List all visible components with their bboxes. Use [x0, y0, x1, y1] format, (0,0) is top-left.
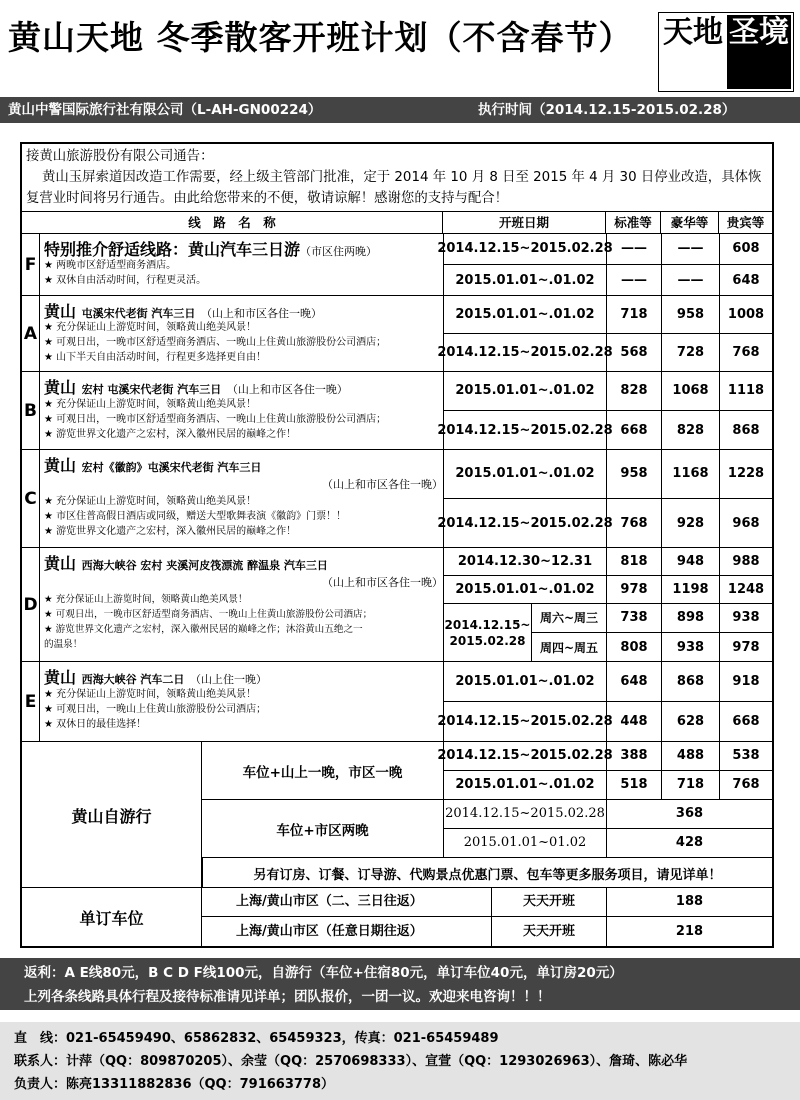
price-cell: 1118 — [719, 372, 772, 411]
price-cell: 948 — [661, 548, 719, 576]
route-letter: C — [22, 450, 40, 547]
route-title: 黄山 西海大峡谷 汽车二日 （山上住一晚） — [44, 668, 268, 687]
route-subtitle: （山上和市区各住一晚） — [322, 478, 443, 491]
price-cell: 868 — [661, 662, 719, 702]
route-letter: E — [22, 662, 40, 741]
price-cell: 978 — [719, 633, 772, 662]
price-cell: 978 — [606, 576, 661, 604]
date-cell: 2014.12.15~ 2015.02.28 — [443, 604, 531, 662]
price-cell: 428 — [606, 829, 772, 858]
price-cell: 928 — [661, 499, 719, 548]
date-cell: 2014.12.15~2015.02.28 — [443, 702, 606, 742]
price-cell: —— — [661, 234, 719, 265]
price-cell: 448 — [606, 702, 661, 742]
date-cell: 2014.12.15~2015.02.28 — [443, 411, 606, 450]
route-bullets: ★ 充分保证山上游览时间，领略黄山绝美风景！ ★ 市区住普高假日酒店或同级，赠送大型歌舞表演《徽韵》门票！！ ★ 游览世界文化遗产之宏村，深入徽州民居的巅峰之作！ — [44, 496, 347, 537]
price-cell: 718 — [606, 296, 661, 334]
date-cell: 2014.12.30~12.31 — [443, 548, 606, 576]
price-cell: 958 — [661, 296, 719, 334]
seat-route: 上海/黄山市区（任意日期往返） — [236, 923, 423, 939]
header-deluxe: 豪华等 — [661, 212, 719, 234]
date-cell: 2015.01.01~.01.02 — [443, 372, 606, 411]
price-cell: 828 — [661, 411, 719, 450]
route-e — [22, 662, 772, 742]
route-title: 黄山 宏村 屯溪宋代老街 汽车三日 （山上和市区各住一晚） — [44, 378, 348, 397]
route-title: 特别推介舒适线路：黄山汽车三日游（市区住两晚） — [44, 240, 378, 259]
contact-band — [0, 1022, 800, 1100]
price-cell: 648 — [719, 265, 772, 296]
header-vip: 贵宾等 — [719, 212, 772, 234]
date-cell: 2014.12.15~2015.02.28 — [443, 499, 606, 548]
price-cell: 568 — [606, 334, 661, 372]
date-cell: 2015.01.01~01.02 — [443, 829, 606, 858]
company-band — [0, 97, 800, 123]
brand-logo: 天地 圣境 — [658, 12, 794, 92]
price-cell: —— — [661, 265, 719, 296]
route-c — [22, 450, 772, 548]
price-cell: 938 — [719, 604, 772, 633]
price-cell: 768 — [719, 771, 772, 800]
seat-label: 单订车位 — [22, 888, 202, 946]
route-b — [22, 372, 772, 450]
header-route: 线 路 名 称 — [22, 212, 443, 234]
price-cell: 1198 — [661, 576, 719, 604]
seat-route: 上海/黄山市区（二、三日往返） — [202, 888, 491, 917]
notice: 接黄山旅游股份有限公司通告： 黄山玉屏索道因改造工作需要，经上级主管部门批准，定于 2014 年 10 月 8 日至 2015 年 4 月 30 日停业改造，具体恢复营业时间将另行通告。由此给您带来的不便，敬请谅解！感谢您的支持与配合！ — [22, 144, 772, 212]
route-a — [22, 296, 772, 372]
manager-line: 负责人：陈亮13311882836（QQ：791663778） — [14, 1077, 335, 1092]
price-cell: 1068 — [661, 372, 719, 411]
price-cell: 628 — [661, 702, 719, 742]
execution-period: 执行时间（2014.12.15-2015.02.28） — [478, 102, 736, 118]
price-cell: 1228 — [719, 450, 772, 499]
rebate-band — [0, 958, 800, 1010]
contacts-line: 联系人：计萍（QQ：809870205）、余莹（QQ：2570698333）、宣萱（QQ：1293026963）、詹琦、陈必华 — [14, 1054, 688, 1069]
date-cell: 2015.01.01~.01.02 — [443, 450, 606, 499]
price-cell: 968 — [719, 499, 772, 548]
seat-schedule: 天天开班 — [491, 917, 606, 946]
company-name: 黄山中警国际旅行社有限公司（L-AH-GN00224） — [8, 102, 322, 118]
seat-section — [22, 888, 772, 946]
price-cell: 808 — [606, 633, 661, 662]
date-cell: 2015.01.01~.01.02 — [443, 576, 606, 604]
page-title: 黄山天地 冬季散客开班计划（不含春节） — [8, 18, 633, 57]
price-cell: —— — [606, 234, 661, 265]
date-cell: 2015.01.01~.01.02 — [443, 662, 606, 702]
price-table — [20, 142, 774, 948]
price-cell: 718 — [661, 771, 719, 800]
price-cell: 938 — [661, 633, 719, 662]
price-cell: 728 — [661, 334, 719, 372]
route-bullets: ★ 充分保证山上游览时间，领略黄山绝美风景！ ★ 可观日出，一晚市区舒适型商务酒店、一晚山上住黄山旅游股份公司酒店； ★ 山下半天自由活动时间，行程更多选择更自由！ — [44, 322, 387, 363]
price-cell: 768 — [719, 334, 772, 372]
price-cell: 868 — [719, 411, 772, 450]
header-standard: 标准等 — [606, 212, 661, 234]
route-title: 黄山 西海大峡谷 宏村 夹溪河皮筏漂流 醉温泉 汽车三日 — [44, 554, 328, 573]
date-cell: 2015.01.01~.01.02 — [443, 296, 606, 334]
route-bullets: ★ 充分保证山上游览时间，领略黄山绝美风景！ ★ 可观日出，一晚市区舒适型商务酒店、一晚山上住黄山旅游股份公司酒店； ★ 游览世界文化遗产之宏村，深入徽州民居的巅峰之作；沐浴黄山五绝之一 的温泉！ — [44, 594, 373, 650]
price-cell: 538 — [719, 742, 772, 771]
price-cell: 818 — [606, 548, 661, 576]
self-tour-section — [22, 742, 772, 888]
day-range-cell: 周四~周五 — [531, 633, 606, 662]
price-cell: 918 — [719, 662, 772, 702]
price-cell: 388 — [606, 742, 661, 771]
route-subtitle: （山上和市区各住一晚） — [322, 576, 443, 589]
price-cell: 218 — [606, 917, 772, 946]
price-cell: 608 — [719, 234, 772, 265]
price-cell: 1248 — [719, 576, 772, 604]
price-cell: 188 — [606, 888, 772, 917]
rebate-note: 上列各条线路具体行程及接待标准请见详单；团队报价，一团一议。欢迎来电咨询！！！ — [24, 989, 551, 1005]
price-cell: 368 — [606, 800, 772, 829]
date-cell: 2014.12.15~2015.02.28 — [443, 742, 606, 771]
route-title: 黄山 宏村《徽韵》屯溪宋代老街 汽车三日 — [44, 456, 262, 475]
self-option-2: 车位+市区两晚 — [202, 800, 443, 858]
price-cell: —— — [606, 265, 661, 296]
day-range-cell: 周六~周三 — [531, 604, 606, 633]
route-f — [22, 234, 772, 296]
price-cell: 668 — [606, 411, 661, 450]
route-bullets: ★ 充分保证山上游览时间，领略黄山绝美风景！ ★ 可观日出，一晚山上住黄山旅游股份公司酒店； ★ 双休日的最佳选择！ — [44, 689, 267, 730]
price-cell: 828 — [606, 372, 661, 411]
price-cell: 958 — [606, 450, 661, 499]
price-cell: 988 — [719, 548, 772, 576]
route-d — [22, 548, 772, 662]
route-title: 黄山 屯溪宋代老街 汽车三日 （山上和市区各住一晚） — [44, 302, 323, 321]
rebate-text: 返利：A E线80元，B C D F线100元，自游行（车位+住宿80元，单订车位40元，单订房20元） — [24, 965, 623, 981]
date-cell: 2015.01.01~.01.02 — [443, 771, 606, 800]
price-cell: 1168 — [661, 450, 719, 499]
date-cell: 2014.12.15~2015.02.28 — [443, 234, 606, 265]
price-cell: 898 — [661, 604, 719, 633]
route-letter: B — [22, 372, 40, 449]
self-tour-label: 黄山自游行 — [22, 742, 202, 888]
date-cell: 2014.12.15~2015.02.28 — [443, 334, 606, 372]
self-option-1: 车位+山上一晚，市区一晚 — [202, 742, 443, 800]
route-letter: D — [22, 548, 40, 661]
price-cell: 668 — [719, 702, 772, 742]
price-cell: 648 — [606, 662, 661, 702]
route-bullets: ★ 充分保证山上游览时间，领略黄山绝美风景！ ★ 可观日出，一晚市区舒适型商务酒店、一晚山上住黄山旅游股份公司酒店； ★ 游览世界文化遗产之宏村，深入徽州民居的巅峰之作！ — [44, 399, 387, 440]
price-cell: 738 — [606, 604, 661, 633]
date-cell: 2015.01.01~.01.02 — [443, 265, 606, 296]
price-cell: 1008 — [719, 296, 772, 334]
route-letter: A — [22, 296, 40, 371]
date-cell: 2014.12.15~2015.02.28 — [443, 800, 606, 829]
price-cell: 518 — [606, 771, 661, 800]
price-cell: 768 — [606, 499, 661, 548]
seat-schedule: 天天开班 — [491, 888, 606, 917]
price-cell: 488 — [661, 742, 719, 771]
service-note: 另有订房、订餐、订导游、代购景点优惠门票、包车等更多服务项目，请见详单！ — [202, 858, 772, 888]
route-bullets: ★ 两晚市区舒适型商务酒店。 ★ 双休自由活动时间，行程更灵活。 — [44, 260, 207, 286]
phone-line: 直 线：021-65459490、65862832、65459323，传真：021-65459489 — [14, 1031, 499, 1046]
route-letter: F — [22, 234, 40, 295]
header-date: 开班日期 — [443, 212, 606, 234]
